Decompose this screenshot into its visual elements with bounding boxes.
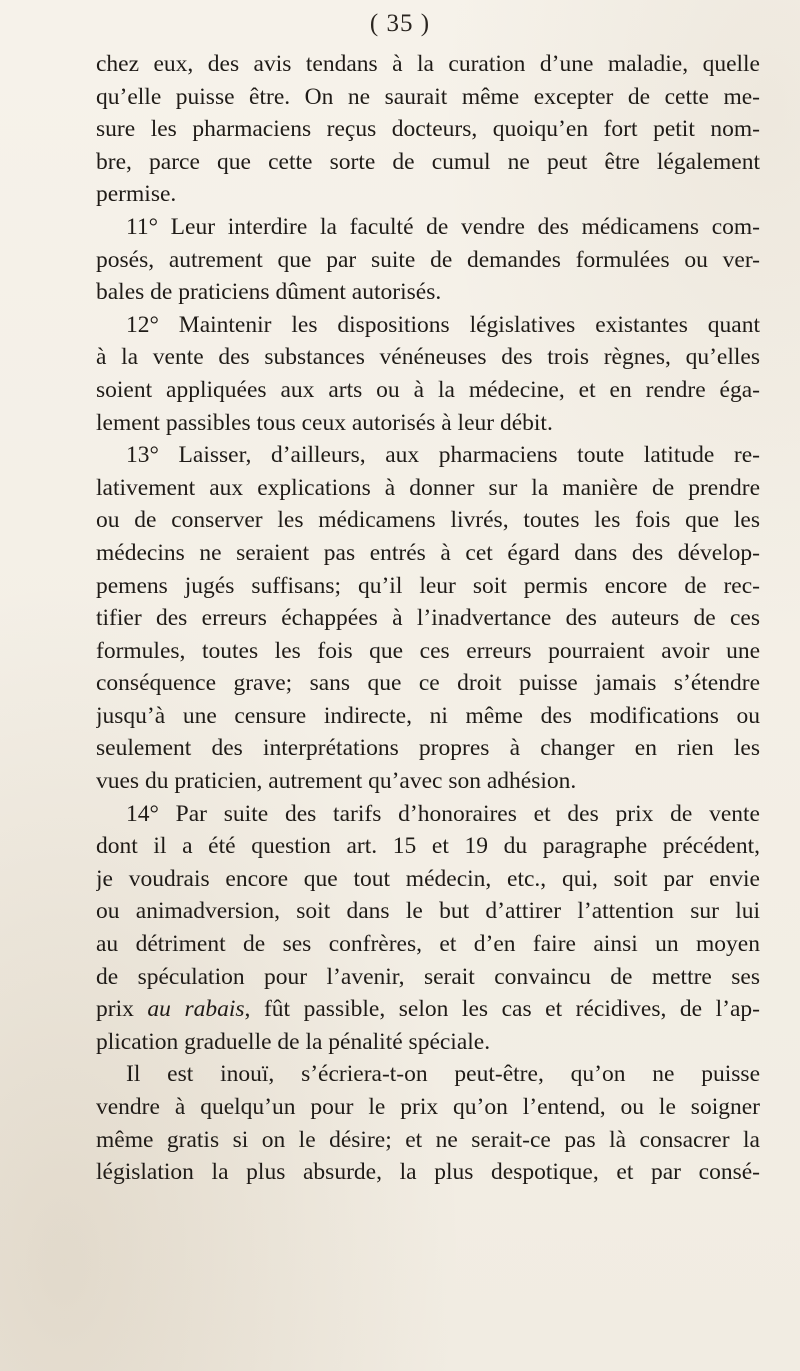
text-line: vendre à quelqu’un pour le prix qu’on l’entend, ou le soigner (96, 1094, 760, 1120)
text-line: à la vente des substances vénéneuses des trois règnes, qu’elles (96, 344, 760, 371)
text-line: 12° Maintenir les dispositions législatives existantes quant (126, 311, 760, 338)
page-number: ( 35 ) (369, 10, 431, 37)
text-line: même gratis si on le désire; et ne serait-ce pas là consacrer la (96, 1126, 760, 1153)
text-line: tifier des erreurs échappées à l’inadvertance des auteurs de ces (96, 605, 760, 632)
page-body-text (96, 48, 760, 1189)
text-line: conséquence grave; sans que ce droit puisse jamais s’étendre (96, 670, 760, 697)
text-line: bre, parce que cette sorte de cumul ne peut être légalement (96, 148, 760, 175)
text-line: dont il a été question art. 15 et 19 du paragraphe précédent, (96, 833, 760, 860)
text-line: Il est inouï, s’écriera-t-on peut-être, qu’on ne puisse (126, 1061, 760, 1088)
text-line: 14° Par suite des tarifs d’honoraires et des prix de vente (126, 800, 760, 827)
text-line: permise. (96, 181, 177, 208)
text-line: pemens jugés suffisans; qu’il leur soit permis encore de rec- (96, 572, 760, 599)
text-line: chez eux, des avis tendans à la curation d’une maladie, quelle (96, 51, 760, 77)
text-line: 13° Laisser, d’ailleurs, aux pharmaciens toute latitude re- (126, 442, 760, 469)
text-line: qu’elle puisse être. On ne saurait même excepter de cette me- (96, 83, 760, 110)
text-line: 11° Leur interdire la faculté de vendre des médicamens com- (126, 213, 760, 240)
text-line: lativement aux explications à donner sur la manière de prendre (96, 474, 760, 501)
text-segment: , fût passible, selon les cas et récidives, de l’ap- (244, 996, 760, 1023)
text-line: ou de conserver les médicamens livrés, toutes les fois que les (96, 507, 760, 534)
text-line: jusqu’à une censure indirecte, ni même des modifications ou (96, 702, 760, 729)
text-line: posés, autrement que par suite de demandes formulées ou ver- (96, 246, 760, 273)
text-line: vues du praticien, autrement qu’avec son adhésion. (96, 768, 577, 795)
text-line: je voudrais encore que tout médecin, etc., qui, soit par envie (96, 865, 760, 892)
text-line: bales de praticiens dûment autorisés. (96, 279, 442, 306)
text-line: ou animadversion, soit dans le but d’attirer l’attention sur lui (96, 898, 760, 925)
text-line: seulement des interprétations propres à changer en rien les (96, 735, 760, 762)
text-line: plication graduelle de la pénalité spéciale. (96, 1028, 491, 1055)
text-line: médecins ne seraient pas entrés à cet égard dans des dévelop- (96, 539, 760, 566)
text-line: lement passibles tous ceux autorisés à leur débit. (96, 409, 553, 436)
text-segment: prix (96, 996, 148, 1023)
text-line: législation la plus absurde, la plus despotique, et par consé- (96, 1159, 760, 1186)
text-line: formules, toutes les fois que ces erreurs pourraient avoir une (96, 637, 760, 664)
italic-text-segment: au rabais (147, 996, 245, 1023)
text-line (96, 993, 760, 1026)
text-line: au détriment de ses confrères, et d’en faire ainsi un moyen (96, 931, 760, 958)
text-line: de spéculation pour l’avenir, serait convaincu de mettre ses (96, 963, 760, 990)
text-line: soient appliquées aux arts ou à la médecine, et en rendre éga- (96, 376, 760, 403)
text-line: sure les pharmaciens reçus docteurs, quoiqu’en fort petit nom- (96, 116, 760, 143)
